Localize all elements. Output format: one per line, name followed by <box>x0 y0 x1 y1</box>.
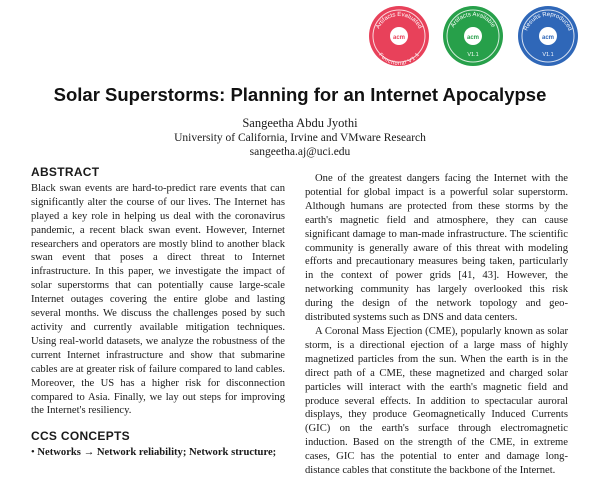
badge-subtext: Functional V1.1 <box>377 52 421 68</box>
left-column <box>31 166 285 460</box>
acm-logo-text: acm <box>392 35 406 41</box>
badge-subtext: V1.1 <box>542 52 554 58</box>
ccs-item-subtopics: Network reliability; Network structure; <box>96 447 277 459</box>
right-column <box>305 172 568 478</box>
badge-text: Artifacts Available <box>450 11 496 29</box>
badge-text: Results Reproduced <box>523 11 573 32</box>
ccs-concepts-line <box>31 446 285 460</box>
acm-logo-text: acm <box>541 35 555 41</box>
badge-artifacts-evaluated <box>367 4 431 68</box>
badge-artifacts-available <box>441 4 505 68</box>
author-name: Sangeetha Abdu Jyothi <box>242 116 358 130</box>
intro-paragraph-2: A Coronal Mass Ejection (CME), popularly known as solar storm, is a directional ejection of a large mass of highly magnetized particles from the sun. When the earth is in the direct path of a CME, these magnetized and charged solar particles will interact with the earth's magnetic field and produce several effects. In addition to spectacular auroral displays, they produce Geomagnetically Induced Currents (GIC) on the earth's surface through electromagnetic induction. Based on the strength of the CME, in extreme cases, GIC has the potential to enter and damage long-distance cables that constitute the backbone of the Internet. <box>305 325 568 477</box>
arrow-icon: → <box>83 447 95 459</box>
badge-subtext: V1.1 <box>467 52 479 58</box>
ccs-heading: CCS CONCEPTS <box>31 429 130 444</box>
ccs-item-networks: Networks <box>37 447 81 459</box>
paper-title: Solar Superstorms: Planning for an Internet Apocalypse <box>53 84 547 105</box>
intro-paragraph-1: One of the greatest dangers facing the Internet with the potential for global impact is a powerful solar superstorm. Although humans are protected from these storms by the earth's magnetic field and atmosphere, they can cause significant damage to man-made infrastructure. The scientific community is generally aware of this threat with modeling efforts and precautionary measures being taken, particularly in the context of power grids [41, 43]. However, the networking community has largely overlooked this risk during the design of the network topology and geo-distributed systems such as DNS and data centers. <box>305 173 568 324</box>
author-email: sangeetha.aj@uci.edu <box>249 146 351 158</box>
author-block <box>0 116 600 160</box>
author-affiliation: University of California, Irvine and VMware Research <box>174 131 426 144</box>
acm-logo-text: acm <box>466 35 480 41</box>
badge-results-reproduced <box>516 4 580 68</box>
badge-text: Artifacts Evaluated <box>375 11 423 30</box>
abstract-text: Black swan events are hard-to-predict rare events that can significantly alter the course of our lives. The Internet has played a key role in helping us deal with the coronavirus pandemic, a recent black swan event. However, Internet researchers and operators are mostly blind to another black swan event that poses a direct threat to Internet infrastructure. In this paper, we investigate the impact of solar superstorms that can potentially cause large-scale Internet outages covering the entire globe and lasting several months. We discuss the challenges posed by such activity and currently available mitigation techniques. Using real-world datasets, we analyze the robustness of the current Internet infrastructure and show that submarine cables are at greater risk of failure compared to land cables. Moreover, the US has a higher risk for disconnection compared to Asia. Finally, we lay out steps for improving the Internet's resiliency. <box>31 182 285 417</box>
abstract-heading: ABSTRACT <box>31 165 100 179</box>
bullet: • <box>31 447 35 459</box>
